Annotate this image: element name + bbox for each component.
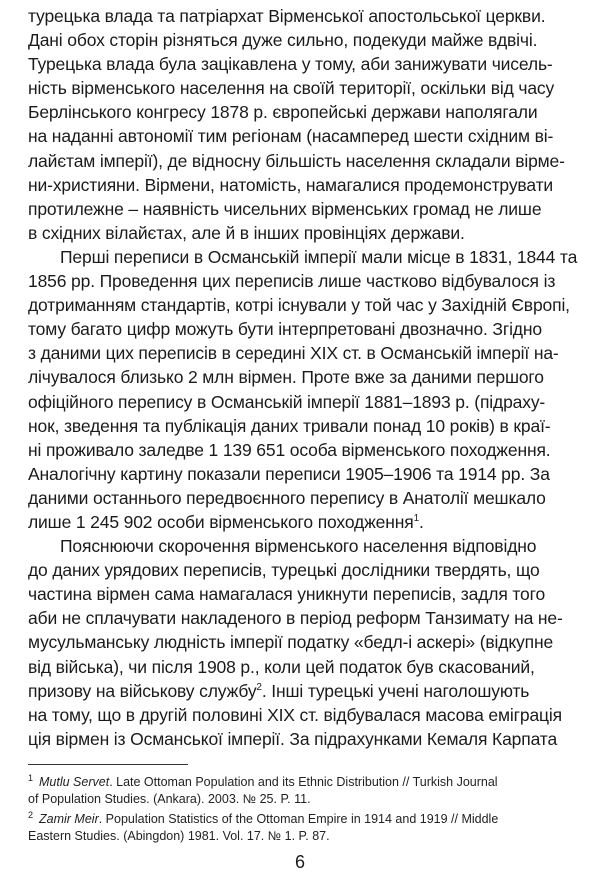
text-line: турецька влада та патріархат Вірменської апостольської церкви. bbox=[28, 6, 546, 26]
text-line: Перші переписи в Османській імперії мали місце в 1831, 1844 та bbox=[60, 246, 578, 267]
text-line: з даними цих переписів в середині ХІХ ст. в Османській імперії на- bbox=[28, 343, 559, 364]
footnote-number: 1 bbox=[28, 773, 34, 783]
text-line: даними останнього передвоєнного перепису в Анатолії мешкало bbox=[28, 487, 546, 508]
text-line bbox=[28, 510, 588, 534]
text-fragment: . bbox=[419, 511, 424, 532]
text-line: протилежне – наявність чисельних вірменських громад не лише bbox=[28, 198, 542, 219]
text-line: нок, зведення та публікація даних тривали понад 10 років) в краї- bbox=[28, 415, 551, 436]
text-line: 1856 рр. Проведення цих переписів лише частково відбувалося із bbox=[28, 271, 556, 292]
text-fragment: лише 1 245 902 особи вірменського походження bbox=[28, 511, 414, 532]
text-line bbox=[28, 679, 588, 703]
text-line: від війська), чи після 1908 р., коли цей податок був скасований, bbox=[28, 656, 535, 677]
text-fragment: . Інші турецькі учені наголошують bbox=[261, 680, 530, 701]
footnote-number: 2 bbox=[28, 810, 34, 821]
footnote-text: . Population Statistics of the Ottoman Empire in 1914 and 1919 // Middle bbox=[98, 812, 499, 827]
text-line: ні проживало заледве 1 139 651 особа вірменського походження. bbox=[28, 439, 551, 460]
text-line: Пояснюючи скорочення вірменського населення відповідно bbox=[60, 536, 537, 557]
footnote-separator bbox=[28, 764, 188, 765]
text-line: дотриманням стандартів, котрі існували у той час у Західній Європі, bbox=[28, 295, 570, 316]
text-line: Аналогічну картину показали переписи 1905–1906 та 1914 рр. За bbox=[28, 463, 550, 484]
text-line: до даних урядових переписів, турецькі дослідники твердять, що bbox=[28, 560, 540, 581]
footnote bbox=[28, 807, 588, 844]
footnote-line bbox=[28, 770, 588, 791]
text-line: ни-християни. Вірмени, натомість, намагалися продемонструвати bbox=[28, 174, 554, 195]
text-line: лічувалося близько 2 млн вірмен. Проте вже за даними першого bbox=[28, 367, 544, 388]
text-line: на тому, що в другій половині ХІХ ст. відбувалася масова еміграція bbox=[28, 704, 562, 725]
footnote-line: Eastern Studies. (Abingdon) 1981. Vol. 17. № 1. P. 87. bbox=[28, 828, 330, 843]
text-line: на наданні автономії тим регіонам (насамперед шести східним ві- bbox=[28, 126, 554, 147]
text-line: в східних вілайєтах, але й в інших провінціях держави. bbox=[28, 222, 465, 243]
footnote-ref[interactable]: 1 bbox=[413, 513, 419, 525]
footnote-author: Mutlu Servet bbox=[39, 775, 110, 790]
footnote-author: Zamir Meir bbox=[39, 812, 99, 827]
text-line: офіційного перепису в Османській імперії 1881–1893 р. (підраху- bbox=[28, 391, 546, 412]
text-line: мусульманську людність імперії податку «бедл-і аскері» (відкупне bbox=[28, 632, 554, 653]
text-fragment: призову на військову службу bbox=[28, 680, 257, 701]
text-line: тому багато цифр можуть бути інтерпретовані двозначно. Згідно bbox=[28, 319, 542, 340]
text-line: ція вірмен із Османської імперії. За підрахунками Кемаля Карпата bbox=[28, 728, 558, 749]
text-line: Турецька влада була зацікавлена у тому, аби занижувати чисель- bbox=[28, 54, 553, 75]
text-line: лайєтам імперії), де відносну більшість населення складали вірме- bbox=[28, 150, 565, 171]
footnote bbox=[28, 770, 588, 807]
footnote-text: . Late Ottoman Population and its Ethnic Distribution // Turkish Journal bbox=[109, 775, 498, 790]
text-line: ність вірменського населення на своїй території, оскільки від часу bbox=[28, 78, 555, 99]
footnote-line: of Population Studies. (Ankara). 2003. № 25. P. 11. bbox=[28, 791, 311, 806]
page-number: 6 bbox=[294, 852, 305, 872]
text-line: аби не сплачувати накладеного в період реформ Танзимату на не- bbox=[28, 608, 563, 629]
text-line: Дані обох сторін різняться дуже сильно, подекуди майже вдвічі. bbox=[28, 30, 538, 51]
text-line: Берлінського конгресу 1878 р. європейські держави наполягали bbox=[28, 102, 538, 123]
text-line: частина вірмен сама намагалася уникнути переписів, задля того bbox=[28, 584, 546, 605]
footnote-ref[interactable]: 2 bbox=[256, 681, 262, 693]
footnotes bbox=[28, 770, 588, 844]
body-text bbox=[28, 4, 588, 751]
footnote-line bbox=[28, 807, 588, 828]
